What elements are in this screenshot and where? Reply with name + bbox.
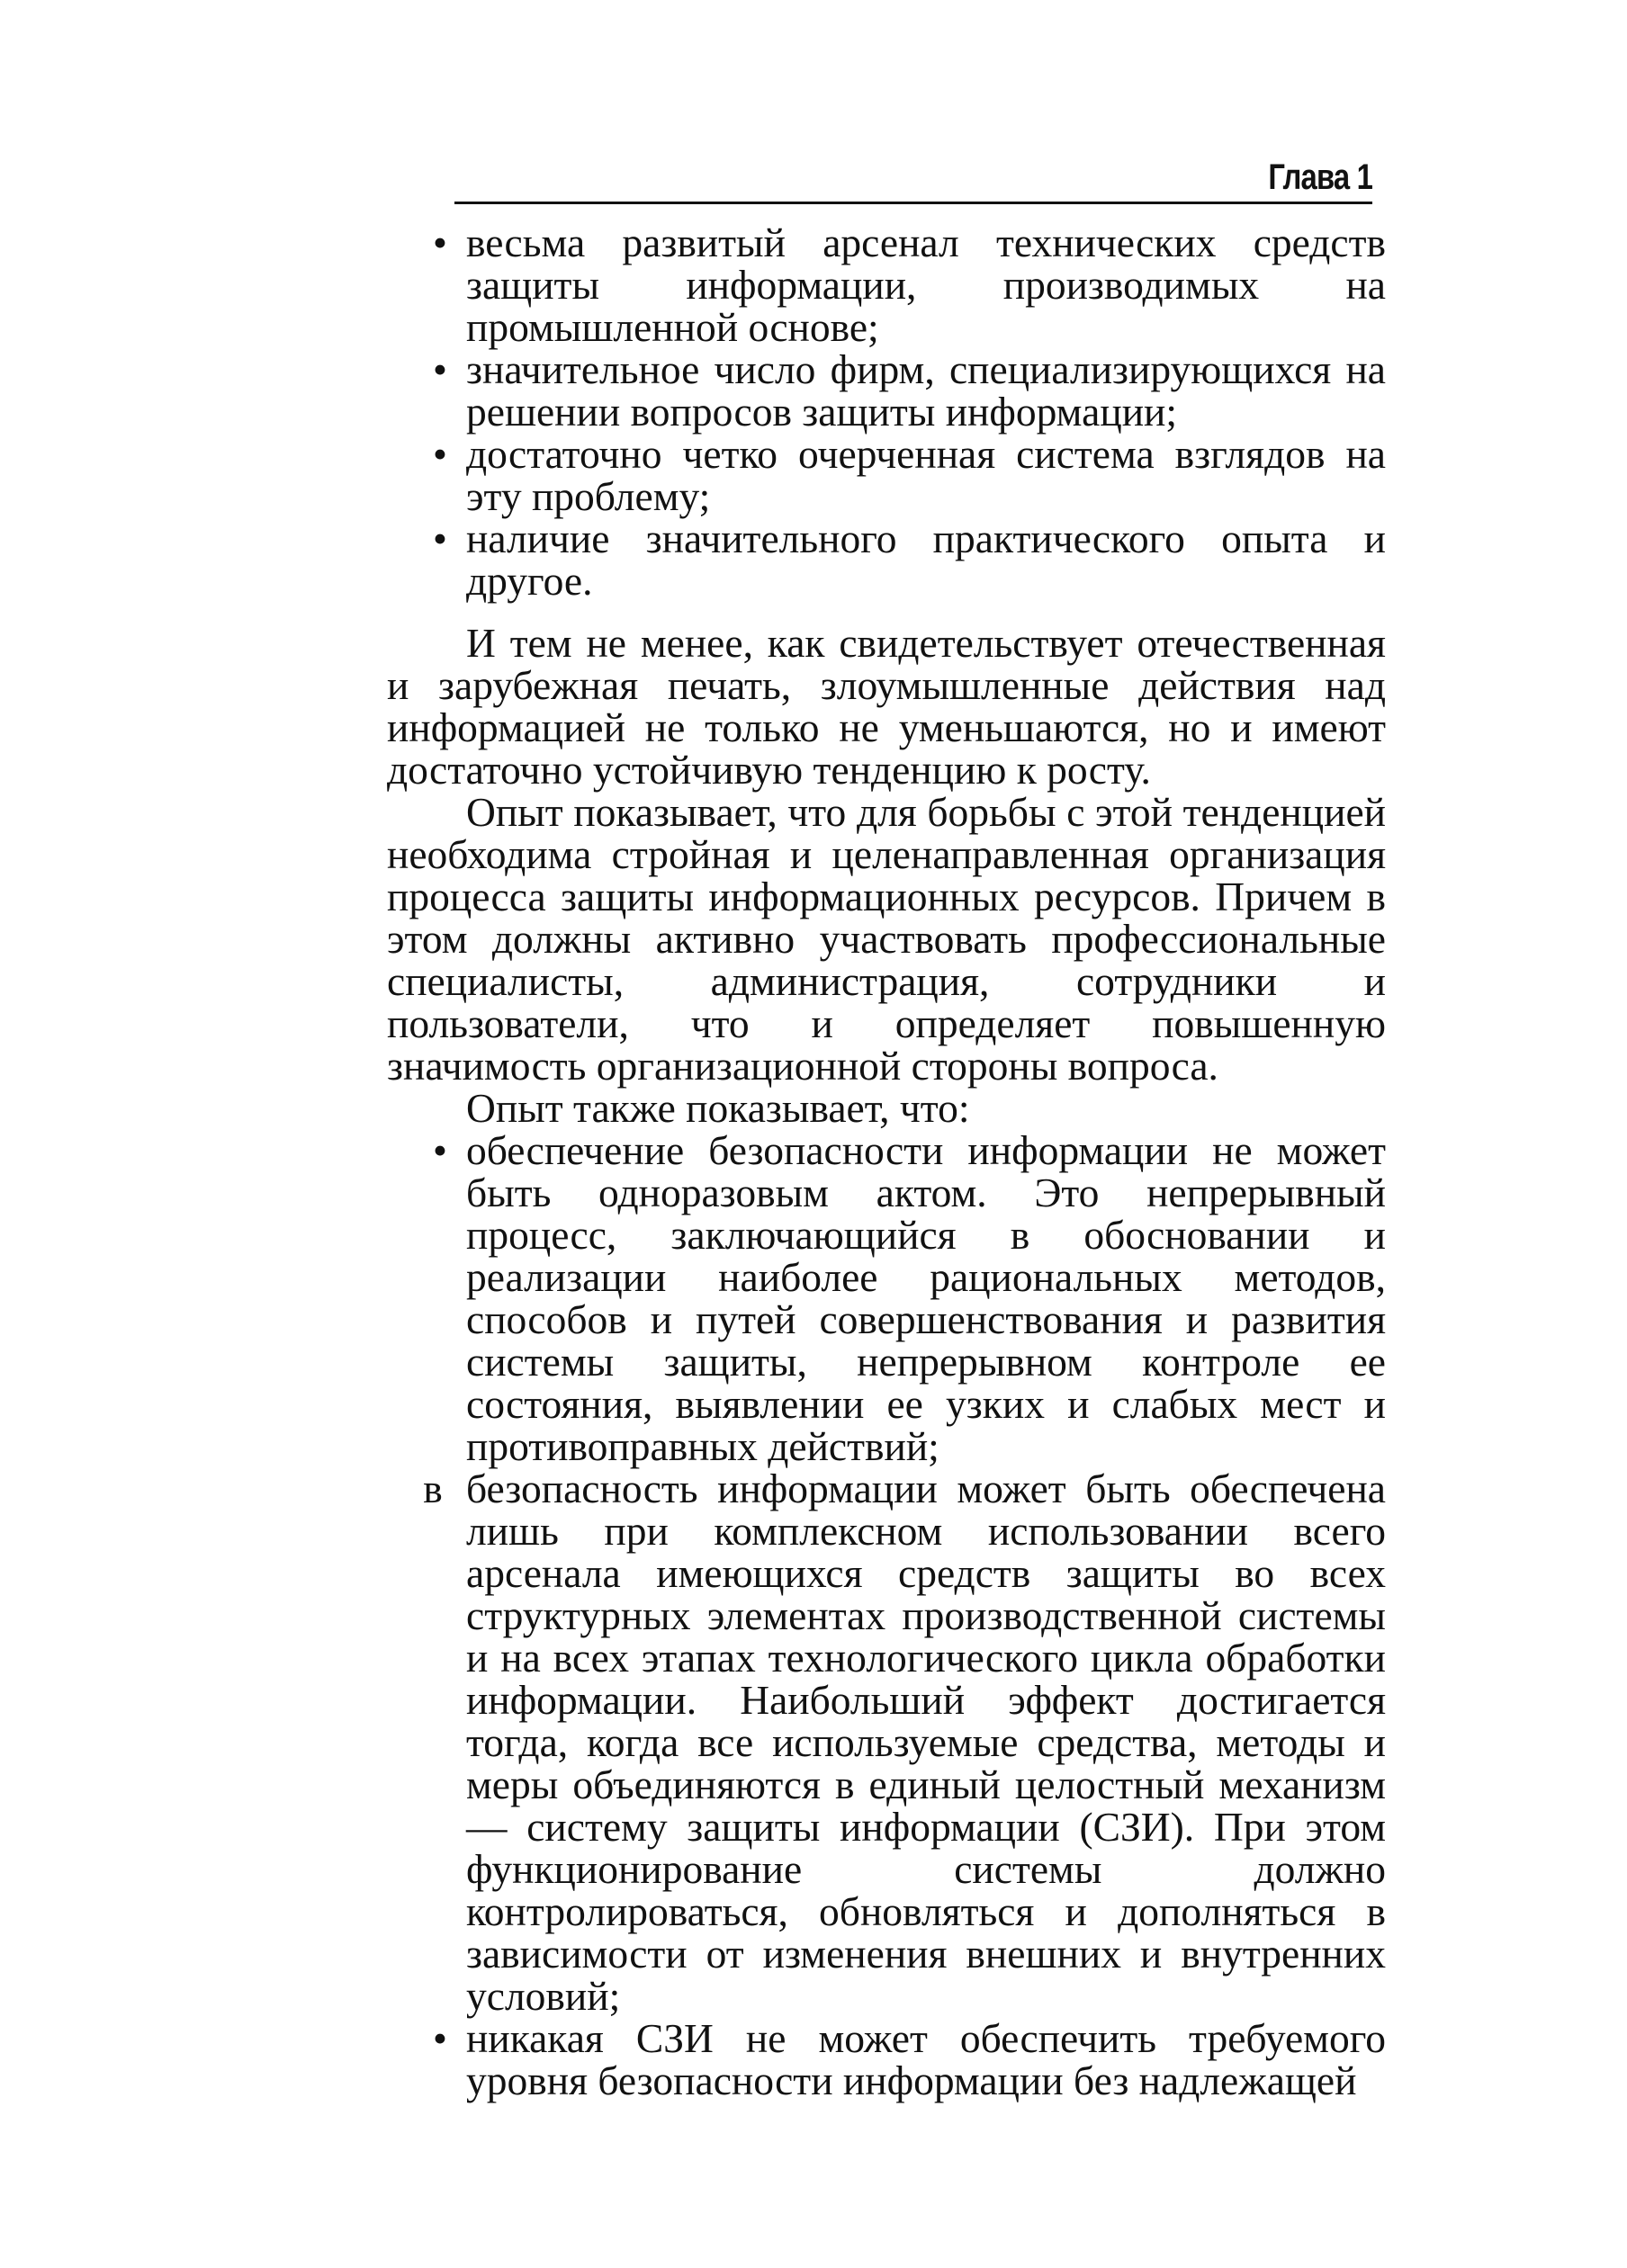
bullet-list-experience: [387, 1129, 1386, 2102]
paragraph: И тем не менее, как свидетельствует отечественная и зарубежная печать, злоумышленные действия над информацией не только не уменьшаются, но и имеют достаточно устойчивую тенденцию к росту.: [387, 620, 1386, 793]
running-header: [454, 157, 1372, 204]
list-item-text: наличие значительного практического опыта и другое.: [466, 515, 1386, 604]
list-item: [387, 2017, 1386, 2102]
list-item: [387, 221, 1386, 348]
list-item: [387, 517, 1386, 602]
paragraph: Опыт показывает, что для борьбы с этой тенденцией необходима стройная и целенаправленная организация процесса защиты информационных ресурсов. Причем в этом должны активно участвовать профессиональные специалисты, администрация, сотрудники и пользователи, что и определяет повышенную значимость организационной стороны вопроса.: [387, 789, 1386, 1089]
bullet-marker: в: [423, 1466, 443, 1511]
bullet-list-advantages: [387, 221, 1386, 602]
page-body: [387, 221, 1386, 2102]
list-item-text: безопасность информации может быть обеспечена лишь при комплексном использовании всего арсенала имеющихся средств защиты во всех структурных элементах производственной системы и на всех этапах технологического цикла обработки информации. Наибольший эффект достигается тогда, когда все используемые средства, методы и меры объединяются в единый целостный механизм — систему защиты информации (СЗИ). При этом функционирование системы должно контролироваться, обновляться и дополняться в зависимости от изменения внешних и внутренних условий;: [466, 1466, 1386, 2019]
list-item: [387, 348, 1386, 433]
bullet-marker: •: [433, 346, 447, 392]
list-item-text: значительное число фирм, специализирующихся на решении вопросов защиты информации;: [466, 346, 1386, 435]
paragraph: Опыт также показывает, что:: [466, 1085, 970, 1131]
bullet-marker: •: [433, 431, 447, 477]
list-item-text: никакая СЗИ не может обеспечить требуемого уровня безопасности информации без надлежащей: [466, 2015, 1386, 2103]
bullet-marker: •: [433, 2015, 447, 2061]
spacer: [387, 602, 1386, 622]
list-item-text: достаточно четко очерченная система взглядов на эту проблему;: [466, 431, 1386, 519]
bullet-marker: •: [433, 220, 447, 265]
bullet-marker: •: [433, 515, 447, 561]
chapter-label: Глава 1: [1268, 157, 1372, 197]
list-item-text: обеспечение безопасности информации не может быть одноразовым актом. Это непрерывный процесс, заключающийся в обосновании и реализации наиболее рациональных методов, способов и путей совершенствования и развития системы защиты, непрерывном контроле ее состояния, выявлении ее узких и слабых мест и противоправных действий;: [466, 1127, 1386, 1469]
list-item: [387, 433, 1386, 517]
list-item: [387, 1129, 1386, 1467]
bullet-marker: •: [433, 1127, 447, 1173]
list-item-text: весьма развитый арсенал технических средств защиты информации, производимых на промышленной основе;: [466, 220, 1386, 350]
list-item: [387, 1467, 1386, 2017]
